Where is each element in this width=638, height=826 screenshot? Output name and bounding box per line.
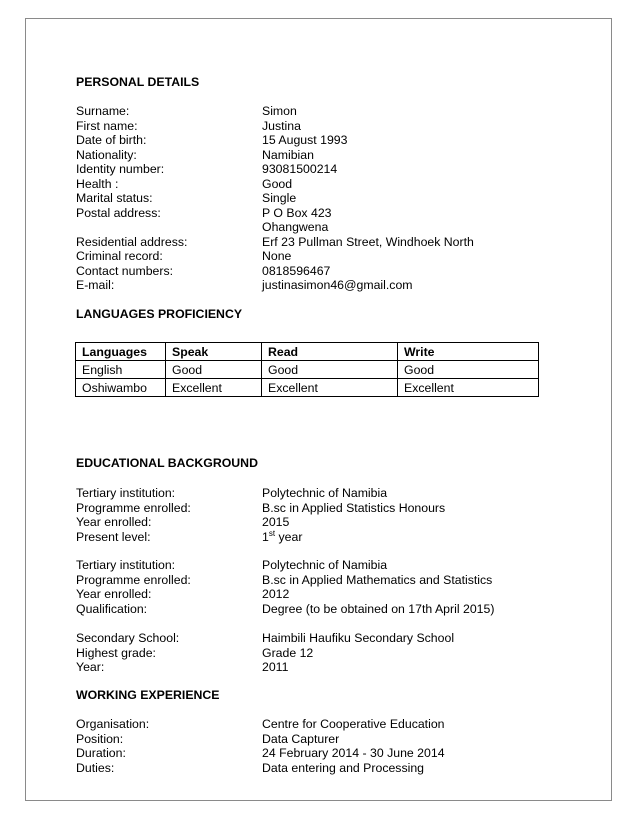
duties-value: Data entering and Processing: [262, 760, 425, 775]
table-cell: Good: [262, 361, 398, 379]
header-write: Write: [398, 343, 539, 361]
nationality-label: Nationality:: [76, 147, 137, 162]
email-label: E-mail:: [76, 278, 115, 292]
languages-heading: LANGUAGES PROFICIENCY: [76, 307, 243, 321]
secondary-school-value: Haimbili Haufiku Secondary School: [262, 631, 455, 645]
working-experience-heading: WORKING EXPERIENCE: [76, 688, 220, 702]
table-cell: Excellent: [398, 379, 539, 397]
qualification-value: Degree (to be obtained on 17th April 2015): [262, 601, 495, 616]
nationality-value: Namibian: [262, 147, 314, 162]
year-enrolled-value-2: 2012: [262, 587, 290, 601]
present-level-value: 1st year: [262, 528, 303, 544]
criminal-record-label: Criminal record:: [76, 249, 163, 263]
table-cell: Good: [166, 361, 262, 379]
duties-label: Duties:: [76, 760, 115, 775]
marital-status-value: Single: [262, 191, 297, 205]
first-name-label: First name:: [76, 118, 138, 133]
header-languages: Languages: [76, 343, 166, 361]
education-heading: EDUCATIONAL BACKGROUND: [76, 456, 258, 470]
contact-numbers-label: Contact numbers:: [76, 263, 174, 278]
programme-enrolled-label-2: Programme enrolled:: [76, 572, 191, 587]
contact-numbers-value: 0818596467: [262, 263, 331, 278]
dob-value: 15 August 1993: [262, 133, 348, 147]
table-cell: Excellent: [262, 379, 398, 397]
year-enrolled-value: 2015: [262, 515, 290, 529]
identity-number-label: Identity number:: [76, 162, 165, 176]
duration-value: 24 February 2014 - 30 June 2014: [262, 746, 445, 760]
health-value: Good: [262, 176, 293, 191]
year-value: 2011: [262, 660, 289, 674]
residential-address-value: Erf 23 Pullman Street, Windhoek North: [262, 234, 474, 249]
position-label: Position:: [76, 731, 124, 746]
table-cell: English: [76, 361, 166, 379]
year-label: Year:: [76, 660, 105, 674]
year-enrolled-label-2: Year enrolled:: [76, 587, 152, 601]
marital-status-label: Marital status:: [76, 191, 153, 205]
programme-enrolled-value-2: B.sc in Applied Mathematics and Statistics: [262, 572, 493, 587]
tertiary-institution-label-2: Tertiary institution:: [76, 558, 176, 572]
residential-address-label: Residential address:: [76, 234, 188, 249]
table-cell: Oshiwambo: [76, 379, 166, 397]
table-cell: Excellent: [166, 379, 262, 397]
duration-label: Duration:: [76, 746, 126, 760]
tertiary-institution-value: Polytechnic of Namibia: [262, 486, 388, 500]
programme-enrolled-value: B.sc in Applied Statistics Honours: [262, 500, 446, 515]
languages-table: [75, 342, 539, 397]
table-row: [76, 379, 539, 397]
present-level-label: Present level:: [76, 529, 151, 544]
organisation-value: Centre for Cooperative Education: [262, 717, 445, 731]
tertiary-institution-value-2: Polytechnic of Namibia: [262, 558, 388, 572]
secondary-school-label: Secondary School:: [76, 631, 180, 645]
highest-grade-label: Highest grade:: [76, 645, 156, 660]
table-row: [76, 361, 539, 379]
year-enrolled-label: Year enrolled:: [76, 515, 152, 529]
dob-label: Date of birth:: [76, 133, 147, 147]
header-speak: Speak: [166, 343, 262, 361]
qualification-label: Qualification:: [76, 601, 148, 616]
tertiary-institution-label: Tertiary institution:: [76, 486, 176, 500]
postal-address-label: Postal address:: [76, 205, 161, 220]
highest-grade-value: Grade 12: [262, 645, 314, 660]
position-value: Data Capturer: [262, 731, 340, 746]
personal-details-heading: PERSONAL DETAILS: [76, 75, 200, 89]
surname-label: Surname:: [76, 104, 130, 118]
criminal-record-value: None: [262, 249, 292, 263]
postal-address-line2: Ohangwena: [262, 220, 329, 234]
surname-value: Simon: [262, 104, 297, 118]
health-label: Health :: [76, 176, 119, 191]
header-read: Read: [262, 343, 398, 361]
postal-address-value: P O Box 423: [262, 205, 332, 220]
organisation-label: Organisation:: [76, 717, 150, 731]
email-value: justinasimon46@gmail.com: [262, 278, 413, 292]
table-cell: Good: [398, 361, 539, 379]
programme-enrolled-label: Programme enrolled:: [76, 500, 191, 515]
first-name-value: Justina: [262, 118, 301, 133]
table-header-row: [76, 343, 539, 361]
identity-number-value: 93081500214: [262, 162, 338, 176]
